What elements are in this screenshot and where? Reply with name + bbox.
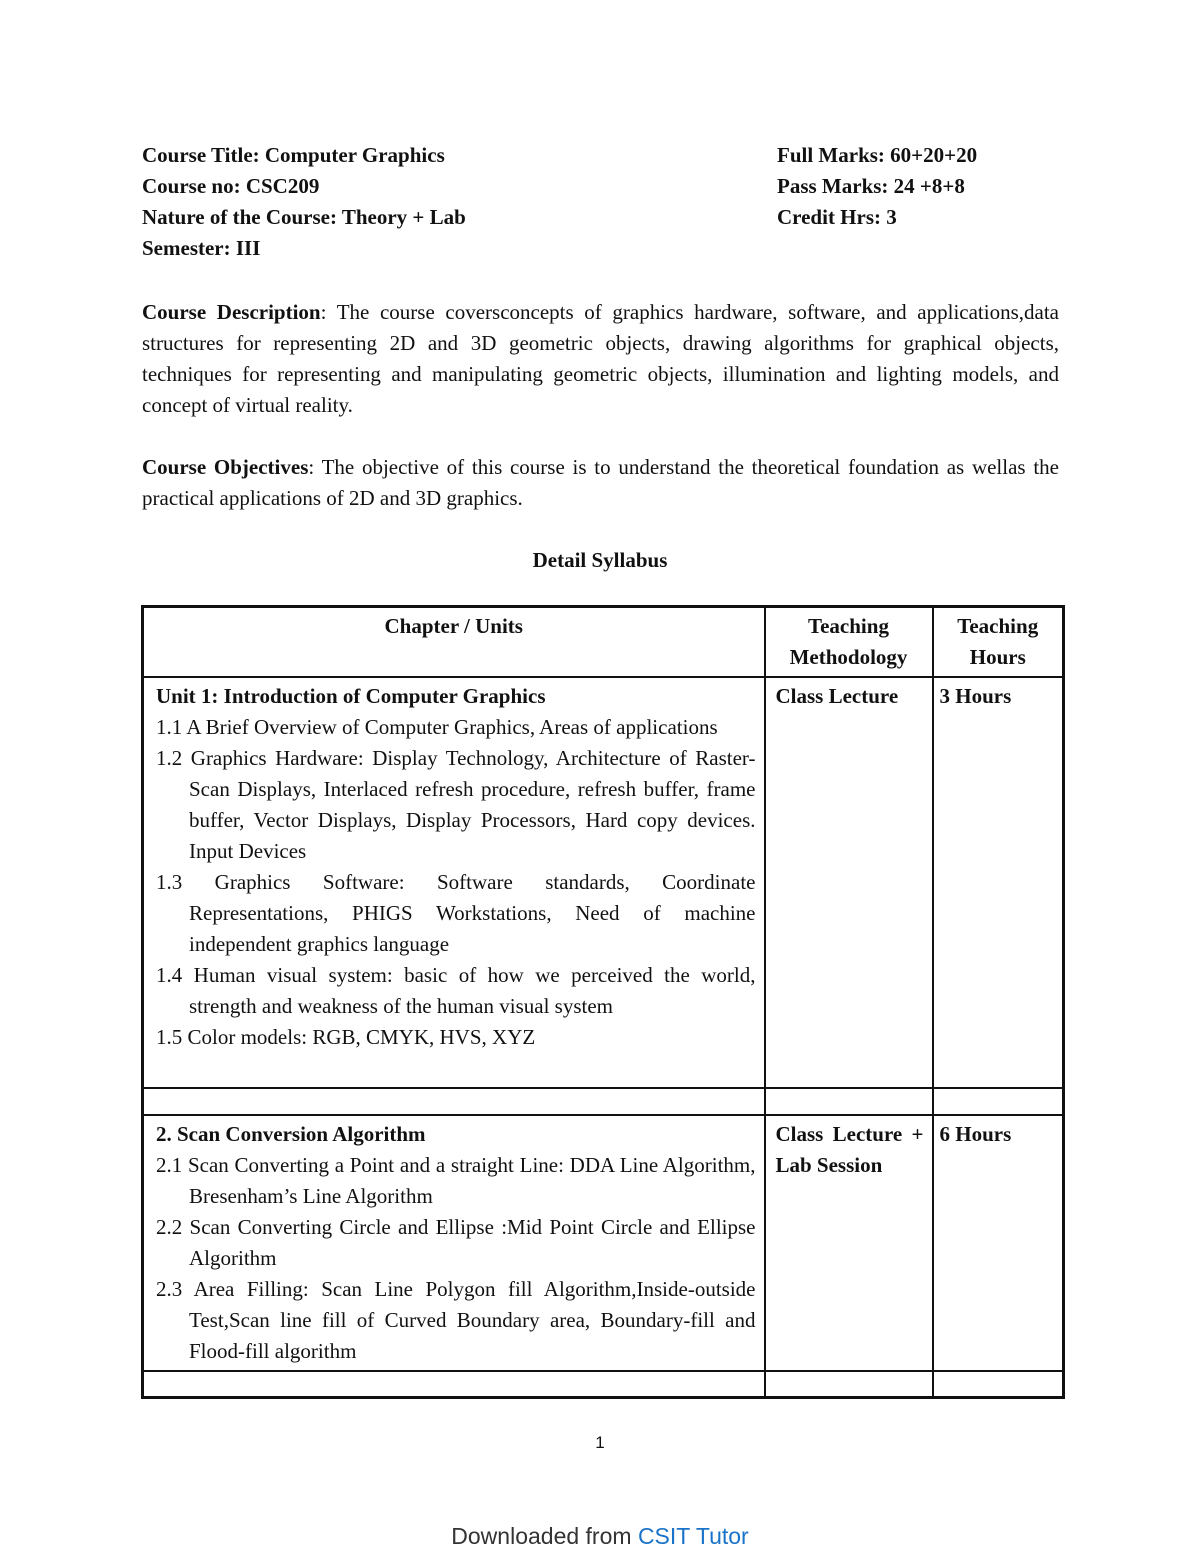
course-description-text: : The course coversconcepts of graphics hardware, software, and applications,data structures for representing 2D and 3D geometric objects, drawing algorithms for graphical objects, techniques for representing and manipulating geometric objects, illumination and lighting models, and concept of virtual reality. xyxy=(142,300,1059,417)
unit-1-title: Unit 1: Introduction of Computer Graphics xyxy=(156,684,546,708)
unit-1-topic: 1.3 Graphics Software: Software standards, Coordinate Representations, PHIGS Workstations, Need of machine independent graphics language xyxy=(156,870,756,956)
unit-1-methodology: Class Lecture xyxy=(765,677,933,1088)
course-number: Course no: CSC209 xyxy=(142,174,320,198)
table-spacer-row xyxy=(143,1371,1064,1398)
unit-1-topic: 1.5 Color models: RGB, CMYK, HVS, XYZ xyxy=(156,1025,536,1049)
header-chapter-units: Chapter / Units xyxy=(143,607,765,678)
course-objectives-text: : The objective of this course is to understand the theoretical foundation as wellas the practical applications of 2D and 3D graphics. xyxy=(142,455,1059,510)
course-semester: Semester: III xyxy=(142,236,261,260)
header-teaching-hours: Teaching Hours xyxy=(933,607,1064,678)
credit-hours: Credit Hrs: 3 xyxy=(777,205,897,229)
footer-prefix: Downloaded from xyxy=(451,1523,638,1549)
unit-1-topic: 1.2 Graphics Hardware: Display Technology, Architecture of Raster-Scan Displays, Interlaced refresh procedure, refresh buffer, frame buffer, Vector Displays, Display Processors, Hard copy devices. Input Devices xyxy=(156,746,756,863)
header-teaching-methodology: Teaching Methodology xyxy=(765,607,933,678)
syllabus-title: Detail Syllabus xyxy=(532,548,668,572)
course-objectives xyxy=(142,452,1059,514)
table-header-row xyxy=(143,607,1064,678)
unit-2-topic: 2.3 Area Filling: Scan Line Polygon fill Algorithm,Inside-outside Test,Scan line fill of Curved Boundary area, Boundary-fill and Flood-fill algorithm xyxy=(156,1277,756,1363)
course-objectives-label: Course Objectives xyxy=(142,455,309,479)
pass-marks: Pass Marks: 24 +8+8 xyxy=(777,174,965,198)
course-description-label: Course Description xyxy=(142,300,321,324)
table-row-unit-2 xyxy=(143,1115,1064,1371)
course-nature: Nature of the Course: Theory + Lab xyxy=(142,205,466,229)
unit-1-content xyxy=(143,677,765,1088)
course-description xyxy=(142,297,1059,421)
course-info-left xyxy=(142,140,466,264)
full-marks: Full Marks: 60+20+20 xyxy=(777,143,978,167)
unit-2-methodology: Class Lecture + Lab Session xyxy=(765,1115,933,1371)
course-info-right xyxy=(777,140,977,233)
unit-2-content xyxy=(143,1115,765,1371)
unit-2-topic: 2.1 Scan Converting a Point and a straight Line: DDA Line Algorithm, Bresenham’s Line Algorithm xyxy=(156,1153,756,1208)
unit-2-title: 2. Scan Conversion Algorithm xyxy=(156,1122,426,1146)
unit-2-hours: 6 Hours xyxy=(933,1115,1064,1371)
footer-link[interactable]: CSIT Tutor xyxy=(637,1523,749,1549)
unit-1-topic: 1.1 A Brief Overview of Computer Graphics, Areas of applications xyxy=(156,715,718,739)
table-spacer-row xyxy=(143,1088,1064,1115)
syllabus-table xyxy=(141,605,1065,1399)
unit-1-topic: 1.4 Human visual system: basic of how we perceived the world, strength and weakness of the human visual system xyxy=(156,963,756,1018)
unit-2-topic: 2.2 Scan Converting Circle and Ellipse :Mid Point Circle and Ellipse Algorithm xyxy=(156,1215,756,1270)
unit-1-hours: 3 Hours xyxy=(933,677,1064,1088)
page-number: 1 xyxy=(595,1433,605,1452)
course-title: Course Title: Computer Graphics xyxy=(142,143,445,167)
table-row-unit-1 xyxy=(143,677,1064,1088)
download-footer xyxy=(0,1523,1200,1550)
